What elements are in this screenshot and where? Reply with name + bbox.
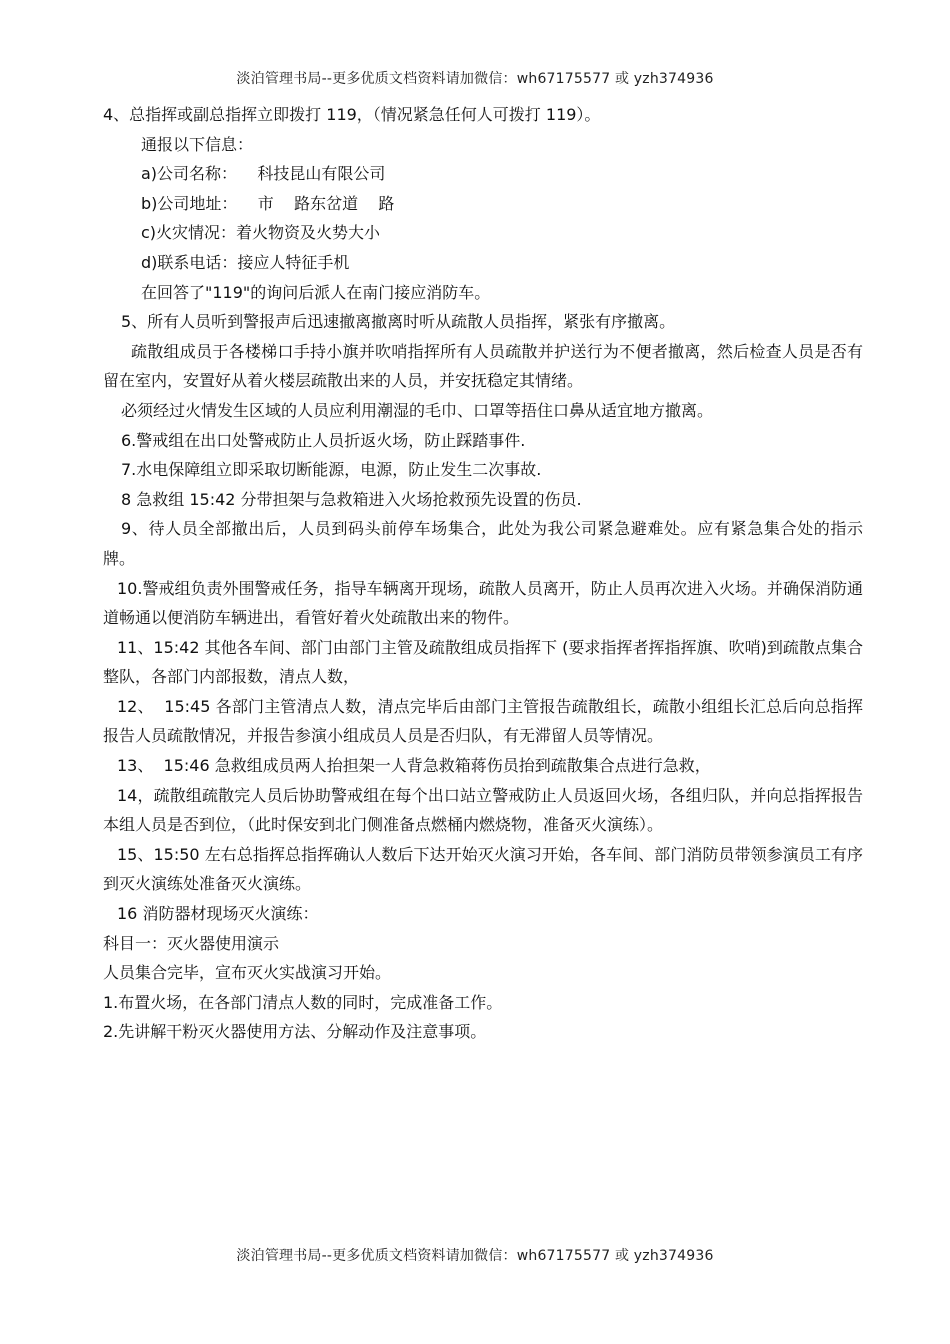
paragraph: 5、所有人员听到警报声后迅速撤离撤离时听从疏散人员指挥，紧张有序撤离。	[121, 312, 676, 332]
paragraph: 4、总指挥或副总指挥立即拨打 119，（情况紧急任何人可拨打 119）。	[103, 105, 601, 124]
paragraph: 8 急救组 15:42 分带担架与急救箱进入火场抢救预先设置的伤员.	[121, 489, 582, 509]
paragraph: 必须经过火情发生区域的人员应利用潮湿的毛巾、口罩等捂住口鼻从适宜地方撤离。	[121, 400, 714, 420]
paragraph: 13、 15:46 急救组成员两人抬担架一人背急救箱蒋伤员抬到疏散集合点进行急救，	[117, 756, 711, 776]
paragraph: c)火灾情况：着火物资及火势大小	[141, 223, 381, 243]
paragraph: 10.警戒组负责外围警戒任务，指导车辆离开现场，疏散人员离开，防止人员再次进入火场。并确保消防通道畅通以便消防车辆进出，看管好着火处疏散出来的物件。	[103, 578, 863, 628]
paragraph: 人员集合完毕，宣布灭火实战演习开始。	[103, 963, 392, 983]
paragraph: 1.布置火场，在各部门清点人数的同时，完成准备工作。	[103, 992, 503, 1012]
page-footer: 淡泊管理书局--更多优质文档资料请加微信：wh67175577 或 yzh374936	[236, 1248, 714, 1264]
paragraph: 16 消防器材现场灭火演练：	[117, 904, 319, 924]
paragraph: 14，疏散组疏散完人员后协助警戒组在每个出口站立警戒防止人员返回火场，各组归队，并向总指挥报告本组人员是否到位，（此时保安到北门侧准备点燃桶内燃烧物，准备灭火演练）。	[103, 785, 863, 835]
paragraph: a)公司名称： 科技昆山有限公司	[141, 164, 386, 184]
paragraph: 12、 15:45 各部门主管清点人数，清点完毕后由部门主管报告疏散组长，疏散小组组长汇总后向总指挥报告人员疏散情况，并报告参演小组成员人员是否归队，有无滞留人员等情况。	[103, 696, 863, 746]
paragraph: 7.水电保障组立即采取切断能源，电源，防止发生二次事故.	[121, 460, 542, 480]
paragraph: 通报以下信息：	[141, 134, 254, 154]
paragraph: 15、15:50 左右总指挥总指挥确认人数后下达开始灭火演习开始，各车间、部门消防员带领参演员工有序到灭火演练处准备灭火演练。	[103, 844, 863, 894]
paragraph: d)联系电话：接应人特征手机	[141, 252, 350, 272]
paragraph: 6.警戒组在出口处警戒防止人员折返火场，防止踩踏事件.	[121, 430, 526, 450]
paragraph: 11、15:42 其他各车间、部门由部门主管及疏散组成员指挥下 (要求指挥者挥指挥旗、吹哨)到疏散点集合整队，各部门内部报数，清点人数，	[103, 637, 863, 687]
paragraph: 2.先讲解干粉灭火器使用方法、分解动作及注意事项。	[103, 1022, 487, 1042]
paragraph: b)公司地址： 市 路东岔道 路	[141, 193, 395, 213]
paragraph: 科目一：灭火器使用演示	[103, 933, 280, 953]
paragraph: 疏散组成员于各楼梯口手持小旗并吹哨指挥所有人员疏散并护送行为不便者撤离，然后检查人员是否有留在室内，安置好从着火楼层疏散出来的人员，并安抚稳定其情绪。	[103, 341, 863, 391]
paragraph: 9、待人员全部撤出后，人员到码头前停车场集合，此处为我公司紧急避难处。应有紧急集合处的指示牌。	[103, 519, 863, 568]
page-header: 淡泊管理书局--更多优质文档资料请加微信：wh67175577 或 yzh374936	[236, 71, 714, 87]
document-body	[103, 100, 863, 1047]
paragraph: 在回答了"119"的询问后派人在南门接应消防车。	[141, 282, 491, 302]
